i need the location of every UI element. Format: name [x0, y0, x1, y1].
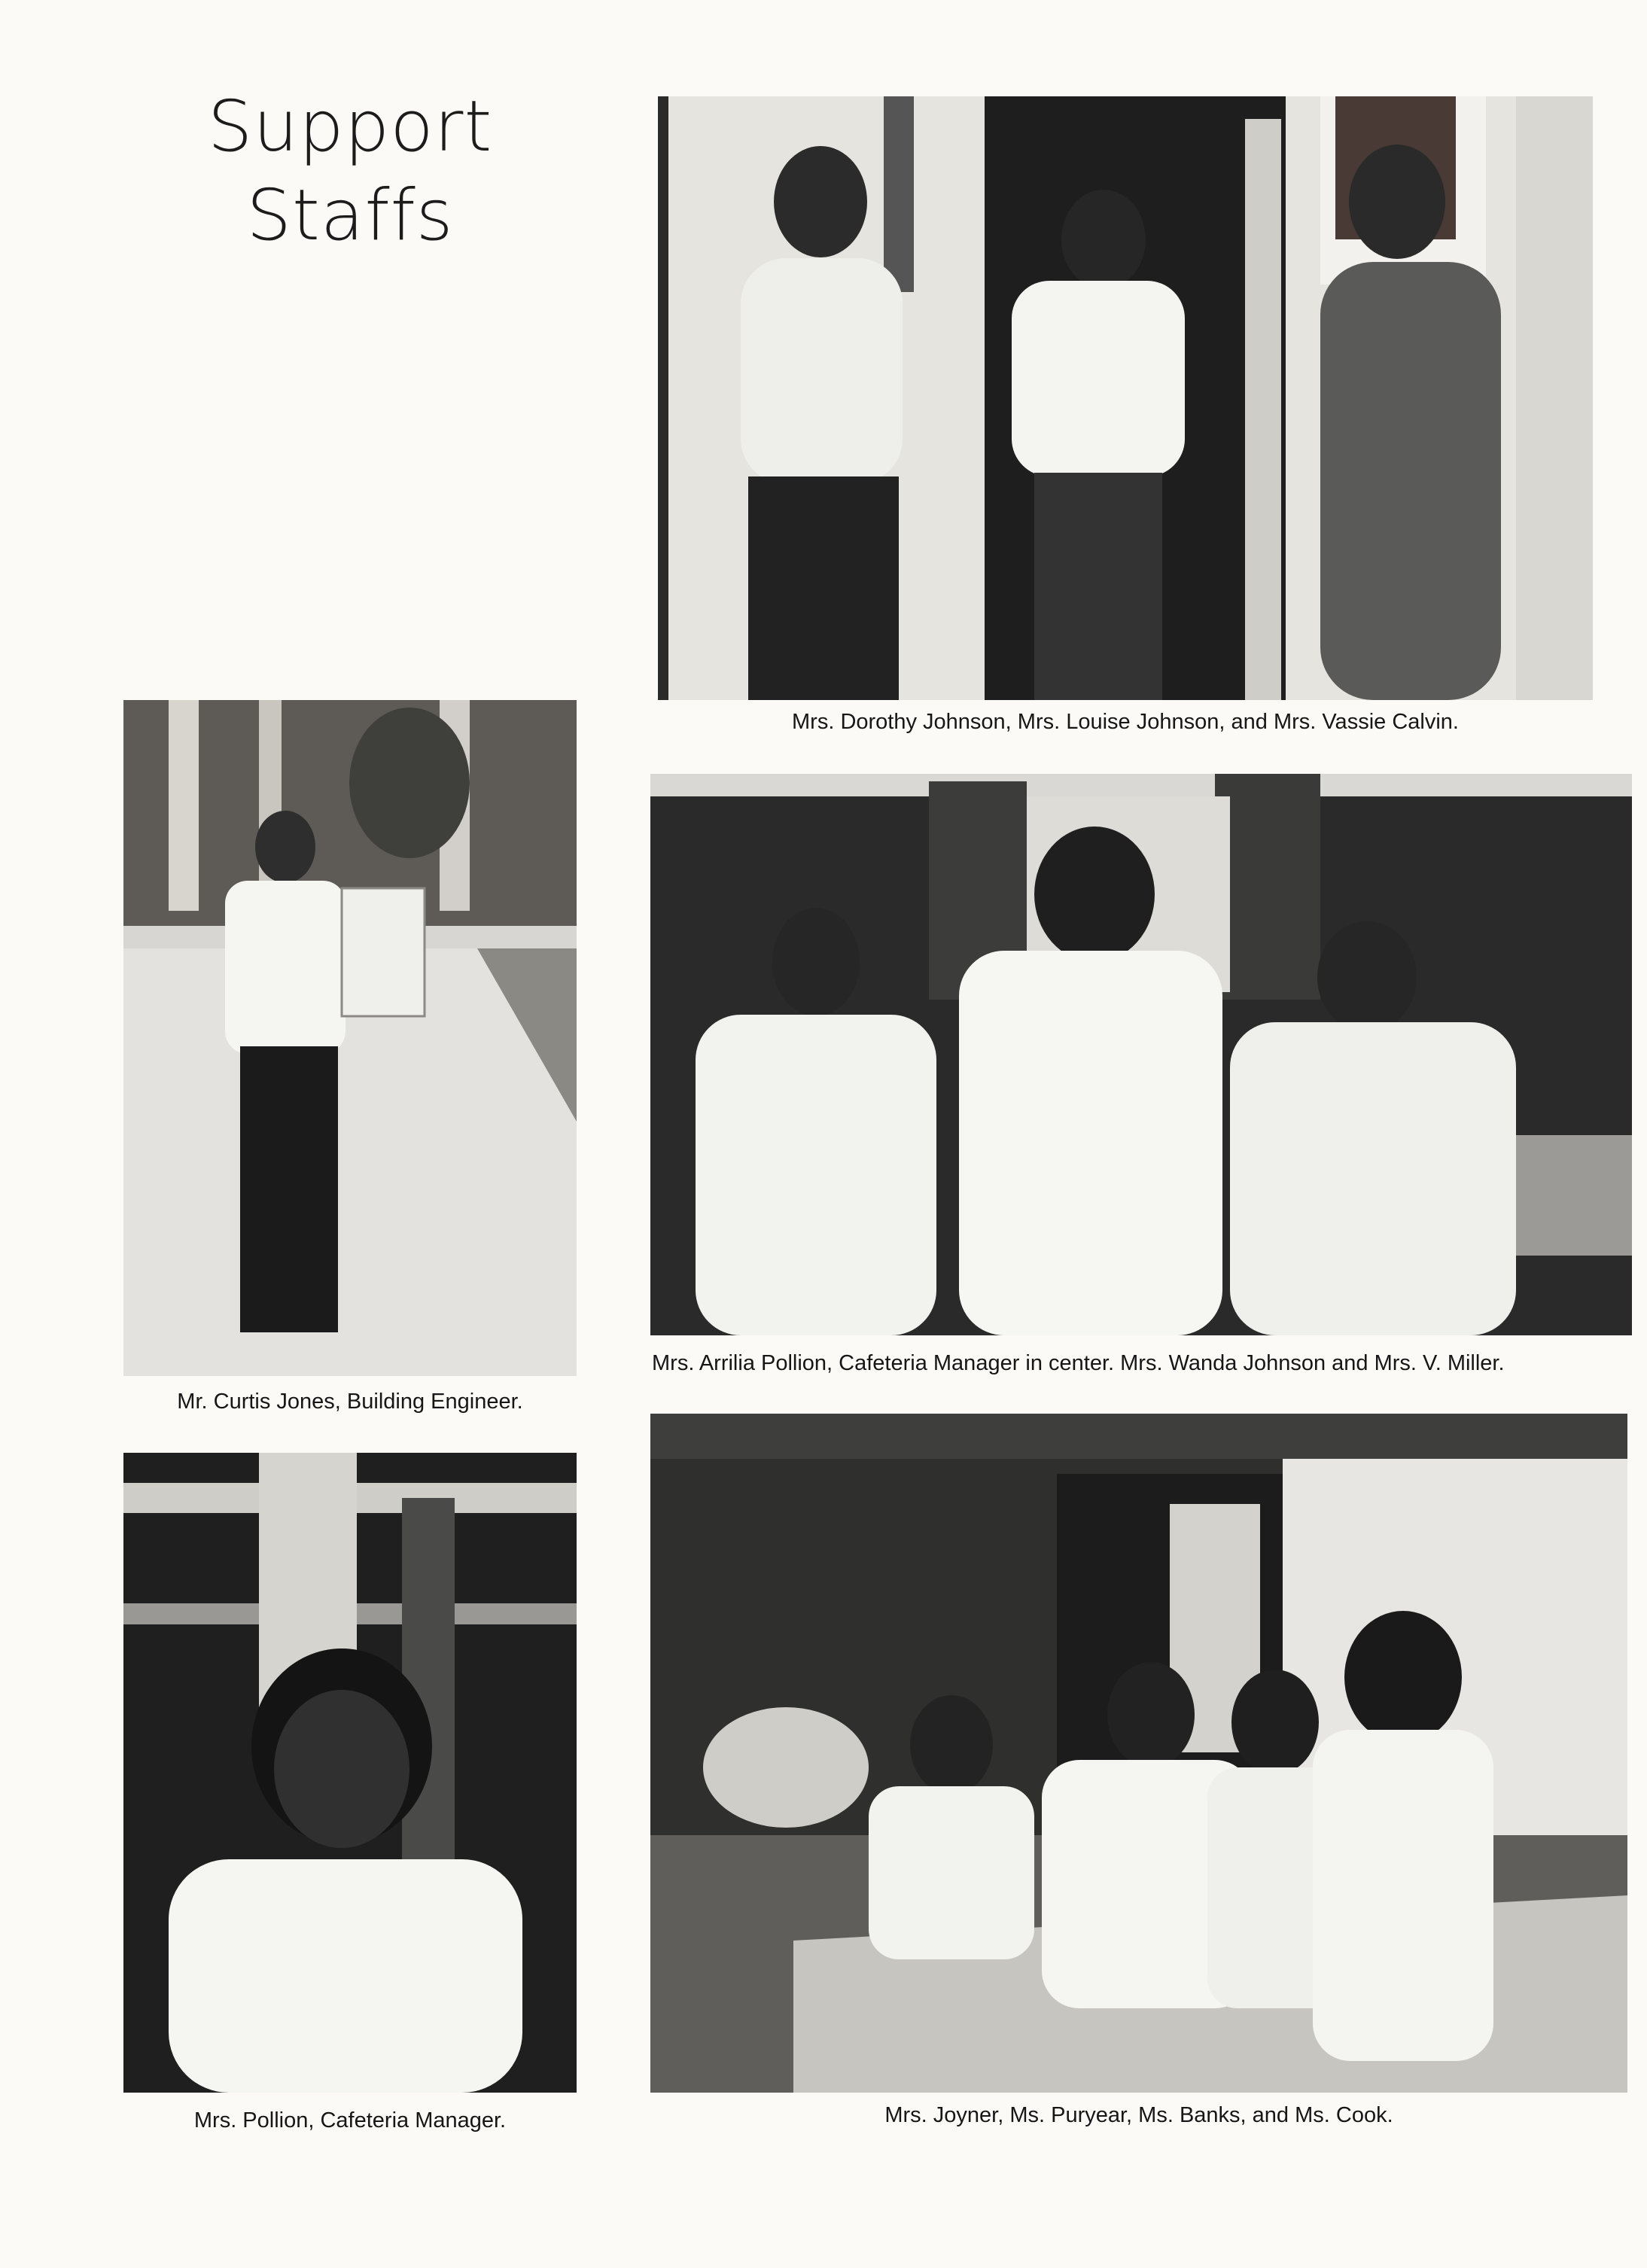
photo-manager-portrait	[123, 1453, 577, 2093]
photo-building-engineer	[123, 700, 577, 1376]
page-title-line2: Staffs	[246, 175, 454, 257]
photo-doorway-staff	[658, 96, 1593, 700]
page-title-line1: Support	[207, 86, 493, 168]
photo-cafeteria-trio	[650, 774, 1632, 1335]
page-title	[151, 83, 550, 260]
caption-building-engineer: Mr. Curtis Jones, Building Engineer.	[177, 1390, 523, 1414]
caption-cafeteria-trio: Mrs. Arrilia Pollion, Cafeteria Manager in center. Mrs. Wanda Johnson and Mrs. V. Miller.	[652, 1351, 1505, 1375]
caption-manager-portrait: Mrs. Pollion, Cafeteria Manager.	[193, 2108, 507, 2133]
caption-cafeteria-four: Mrs. Joyner, Ms. Puryear, Ms. Banks, and Ms. Cook.	[884, 2103, 1393, 2127]
caption-doorway-staff: Mrs. Dorothy Johnson, Mrs. Louise Johnson, and Mrs. Vassie Calvin.	[792, 710, 1459, 734]
photo-cafeteria-four	[650, 1414, 1627, 2093]
